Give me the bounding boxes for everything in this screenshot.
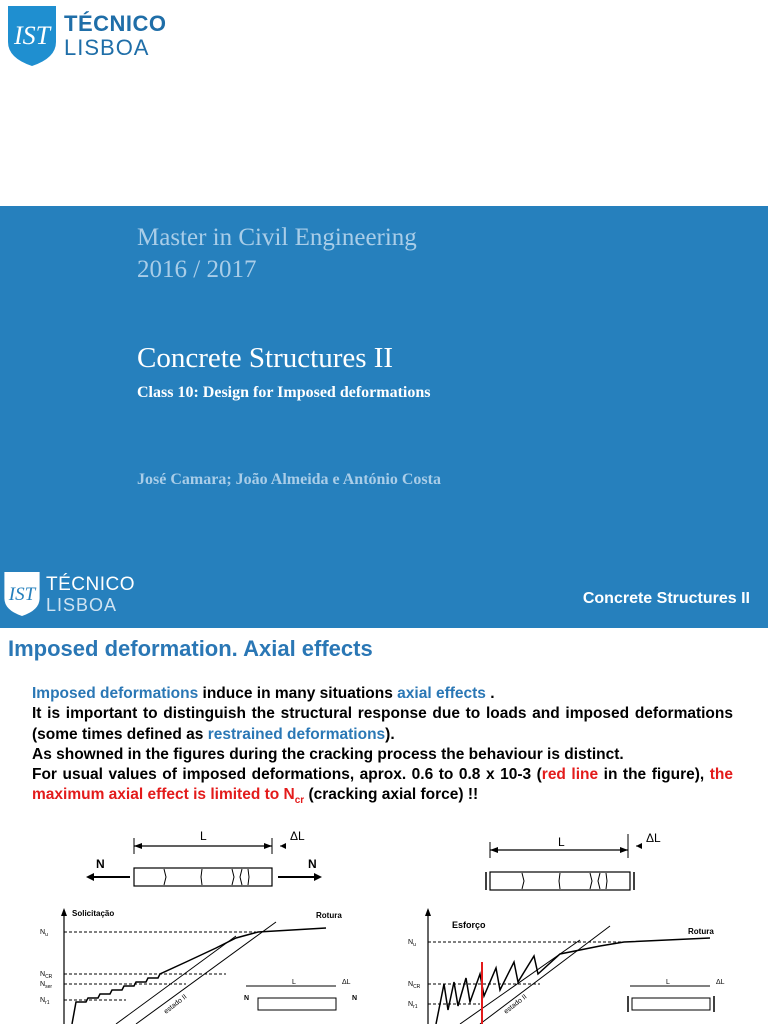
paragraph-1 bbox=[32, 684, 733, 704]
term-axial-effects: axial effects bbox=[397, 685, 486, 702]
banner-logo-line1: TÉCNICO bbox=[46, 573, 135, 595]
p4-mid: in the figure), bbox=[598, 766, 710, 784]
rotura-label: Rotura bbox=[688, 927, 714, 936]
svg-text:IST: IST bbox=[13, 21, 51, 50]
small-length-label: L bbox=[292, 979, 296, 986]
y-axis-label: Esforço bbox=[452, 920, 486, 930]
p2-end: ). bbox=[385, 725, 395, 743]
paragraph-2 bbox=[32, 704, 733, 745]
nu-label: $N_u$ bbox=[408, 939, 416, 948]
class-title: Class 10: Design for Imposed deformations bbox=[137, 384, 431, 401]
bar-load-diagram bbox=[80, 824, 340, 900]
title-banner bbox=[0, 206, 768, 628]
delta-l-label: ΔL bbox=[646, 831, 661, 845]
nu-label: $N_u$ bbox=[40, 929, 48, 938]
ist-shield-icon bbox=[4, 572, 40, 616]
banner-logo-line2: LISBOA bbox=[46, 594, 118, 615]
nser-label: $N_{ser}$ bbox=[40, 981, 53, 990]
load-response-graph bbox=[36, 906, 376, 1024]
p4-text: For usual values of imposed deformations, aprox. 0.6 to 0.8 x 10-3 ( bbox=[32, 766, 542, 784]
small-length-label: L bbox=[666, 979, 670, 986]
svg-text:IST: IST bbox=[8, 583, 36, 605]
restrained-response-graph bbox=[400, 906, 740, 1024]
term-restrained-deformations: restrained deformations bbox=[207, 725, 386, 743]
p2-text: It is important to distinguish the structural response due to loads and imposed deformations (some times defined as bbox=[32, 705, 733, 743]
logo-line1: TÉCNICO bbox=[64, 11, 167, 36]
paragraph-3: As showned in the figures during the cracking process the behaviour is distinct. bbox=[32, 745, 624, 763]
estado-label: estado II bbox=[162, 993, 189, 1016]
max-axial-effect-main: the maximum axial effect is limited to N bbox=[32, 766, 733, 804]
rotura-label: Rotura bbox=[316, 911, 342, 920]
estado-label: estado II bbox=[502, 993, 529, 1016]
slide-body bbox=[32, 684, 733, 812]
ncr-label: $N_{CR}$ bbox=[40, 971, 53, 980]
content-slide bbox=[0, 628, 768, 1024]
logo-line2: LISBOA bbox=[64, 35, 150, 60]
ncr-label: $N_{CR}$ bbox=[408, 981, 421, 990]
p4-end: (cracking axial force) !! bbox=[304, 786, 479, 804]
ist-shield-icon bbox=[8, 6, 56, 66]
term-imposed-deformations: Imposed deformations bbox=[32, 685, 199, 702]
small-delta-l-label: ΔL bbox=[342, 979, 351, 986]
authors: José Camara; João Almeida e António Costa bbox=[137, 471, 441, 488]
delta-l-label: ΔL bbox=[290, 829, 305, 843]
program-title: Master in Civil Engineering bbox=[137, 224, 417, 251]
ncr-subscript: cr bbox=[294, 795, 305, 807]
n-left-label: N bbox=[96, 857, 105, 871]
length-label: L bbox=[558, 835, 565, 849]
small-n-right: N bbox=[352, 995, 358, 1002]
n-right-label: N bbox=[308, 857, 317, 871]
tecnico-logo bbox=[8, 6, 167, 66]
small-delta-l-label: ΔL bbox=[716, 979, 725, 986]
banner-logo bbox=[4, 572, 135, 616]
paragraph-4 bbox=[32, 765, 733, 812]
p1-end: . bbox=[485, 685, 495, 702]
p1-text: induce in many situations bbox=[198, 685, 398, 702]
term-red-line: red line bbox=[541, 766, 599, 784]
academic-year: 2016 / 2017 bbox=[137, 256, 257, 283]
length-label: L bbox=[200, 829, 207, 843]
restrained-bar-diagram bbox=[460, 824, 700, 900]
small-n-left: N bbox=[244, 995, 250, 1002]
nr1-label: $N_{r1}$ bbox=[408, 1001, 418, 1010]
nr1-label: $N_{r1}$ bbox=[40, 997, 50, 1006]
footer-course-name: Concrete Structures II bbox=[582, 590, 750, 607]
slide-title: Imposed deformation. Axial effects bbox=[8, 636, 373, 661]
y-axis-label: Solicitação bbox=[72, 909, 115, 918]
course-title: Concrete Structures II bbox=[137, 342, 394, 374]
